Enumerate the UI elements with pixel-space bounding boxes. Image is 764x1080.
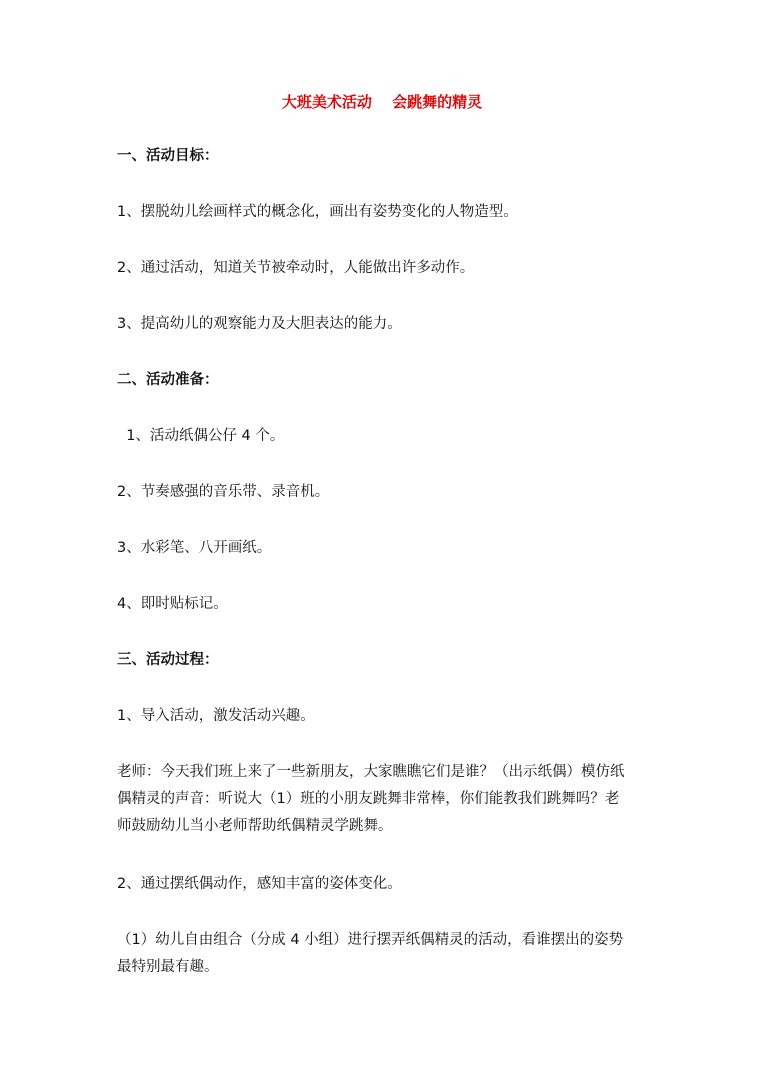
prep-item-2: 2、节奏感强的音乐带、录音机。 — [117, 484, 330, 500]
prep-item-4: 4、即时贴标记。 — [117, 596, 228, 612]
prep-item-3: 3、水彩笔、八开画纸。 — [117, 540, 272, 556]
section-heading-preparation: 二、活动准备： — [117, 372, 219, 388]
prep-item-1: 1、活动纸偶公仔 4 个。 — [117, 428, 285, 444]
substep-1-paragraph — [117, 927, 657, 981]
paragraph-line: 最特别最有趣。 — [117, 959, 219, 975]
goal-item-2: 2、通过活动，知道关节被牵动时，人能做出许多动作。 — [117, 260, 475, 276]
goal-item-3: 3、提高幼儿的观察能力及大胆表达的能力。 — [117, 316, 402, 332]
goal-item-1: 1、摆脱幼儿绘画样式的概念化，画出有姿势变化的人物造型。 — [117, 204, 518, 220]
process-step-2: 2、通过摆纸偶动作，感知丰富的姿体变化。 — [117, 876, 402, 892]
section-heading-goals: 一、活动目标： — [117, 148, 219, 164]
paragraph-line: 老师：今天我们班上来了一些新朋友，大家瞧瞧它们是谁？（出示纸偶）模仿纸 — [117, 764, 625, 780]
document-title: 大班美术活动 会跳舞的精灵 — [281, 93, 483, 111]
paragraph-line: 偶精灵的声音：听说大（1）班的小朋友跳舞非常棒，你们能教我们跳舞吗？老 — [117, 791, 620, 807]
section-heading-process: 三、活动过程： — [117, 652, 219, 668]
process-step-1: 1、导入活动，激发活动兴趣。 — [117, 708, 315, 724]
teacher-dialogue-paragraph — [117, 759, 657, 840]
paragraph-line: 师鼓励幼儿当小老师帮助纸偶精灵学跳舞。 — [117, 818, 393, 834]
paragraph-line: （1）幼儿自由组合（分成 4 小组）进行摆弄纸偶精灵的活动，看谁摆出的姿势 — [117, 932, 624, 948]
